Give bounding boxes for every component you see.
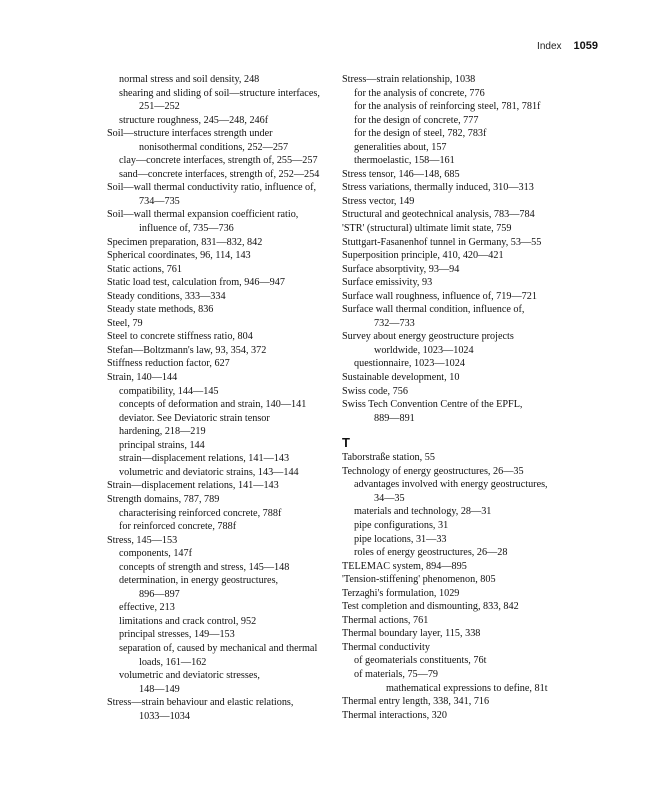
index-entry: advantages involved with energy geostructures, (354, 479, 548, 491)
index-entry: Steel, 79 (107, 317, 143, 329)
index-entry: structure roughness, 245—248, 246f (119, 114, 269, 126)
index-entry: Spherical coordinates, 96, 114, 143 (107, 250, 251, 262)
index-entry: Survey about energy geostructure projects (342, 331, 514, 343)
index-entry: Soil—wall thermal expansion coefficient ratio, (107, 209, 299, 221)
index-entry: volumetric and deviatoric strains, 143—144 (119, 466, 299, 478)
index-entry: Soil—structure interfaces strength under (107, 128, 273, 140)
index-entry: Soil—wall thermal conductivity ratio, influence of, (107, 182, 317, 194)
index-entry: Strength domains, 787, 789 (107, 493, 220, 505)
index-entry: sand—concrete interfaces, strength of, 252—254 (119, 168, 320, 180)
index-entry: clay—concrete interfaces, strength of, 255—257 (119, 155, 318, 167)
index-entry: limitations and crack control, 952 (119, 615, 257, 627)
index-entry: Strain—displacement relations, 141—143 (107, 480, 279, 492)
index-entry: concepts of strength and stress, 145—148 (119, 561, 290, 573)
index-entry: of geomaterials constituents, 76t (354, 655, 487, 667)
index-entry: Terzaghi's formulation, 1029 (342, 587, 460, 599)
index-entry: Steel to concrete stiffness ratio, 804 (107, 331, 253, 343)
index-entry: materials and technology, 28—31 (354, 506, 492, 518)
index-entry: Stefan—Boltzmann's law, 93, 354, 372 (107, 344, 267, 356)
index-entry: Surface wall thermal condition, influence of, (342, 304, 525, 316)
index-entry: for the design of concrete, 777 (354, 114, 479, 126)
index-entry: volumetric and deviatoric stresses, (119, 670, 260, 682)
index-entry: 734—735 (139, 195, 180, 207)
index-entry: Stress, 145—153 (107, 534, 178, 546)
index-column-right (342, 73, 587, 722)
index-entry: strain—displacement relations, 141—143 (119, 453, 290, 465)
index-entry: roles of energy geostructures, 26—28 (354, 547, 508, 559)
index-entry: Surface wall roughness, influence of, 719—721 (342, 290, 537, 302)
index-entry: shearing and sliding of soil—structure interfaces, (119, 87, 320, 99)
running-header (537, 40, 598, 52)
index-entry: Stress variations, thermally induced, 310—313 (342, 182, 534, 194)
index-entry: Steady conditions, 333—334 (107, 290, 226, 302)
index-entry: thermoelastic, 158—161 (354, 155, 455, 167)
index-entry: generalities about, 157 (354, 141, 447, 153)
index-entry: components, 147f (119, 548, 192, 560)
index-entry: Thermal interactions, 320 (342, 709, 447, 721)
index-entry: Superposition principle, 410, 420—421 (342, 250, 504, 262)
index-entry: mathematical expressions to define, 81t (386, 682, 548, 694)
index-entry: TELEMAC system, 894—895 (342, 560, 467, 572)
index-entry: Thermal entry length, 338, 341, 716 (342, 696, 490, 708)
index-entry: 34—35 (374, 492, 405, 504)
index-entry: Stuttgart-Fasanenhof tunnel in Germany, 53—55 (342, 236, 542, 248)
index-entry: for reinforced concrete, 788f (119, 521, 237, 533)
index-entry: 889—891 (374, 412, 415, 424)
index-entry: 732—733 (374, 317, 415, 329)
index-entry: Steady state methods, 836 (107, 304, 214, 316)
index-entry: loads, 161—162 (139, 656, 207, 668)
index-entry: separation of, caused by mechanical and thermal (119, 642, 318, 654)
index-entry: Static load test, calculation from, 946—947 (107, 277, 285, 289)
index-entry: of materials, 75—79 (354, 668, 439, 680)
index-column-left (107, 73, 352, 723)
index-entry: Surface absorptivity, 93—94 (342, 263, 460, 275)
index-entry: Surface emissivity, 93 (342, 277, 433, 289)
header-section-label: Index (537, 41, 562, 52)
index-entry: Swiss Tech Convention Centre of the EPFL, (342, 399, 523, 411)
index-entry: Stress tensor, 146—148, 685 (342, 168, 460, 180)
index-entry: 251—252 (139, 101, 180, 113)
index-entry: influence of, 735—736 (139, 223, 234, 235)
index-entry: deviator. See Deviatoric strain tensor (119, 412, 270, 424)
index-entry: compatibility, 144—145 (119, 385, 219, 397)
index-entry: 148—149 (139, 683, 180, 695)
index-entry: characterising reinforced concrete, 788f (119, 507, 282, 519)
index-entry: Test completion and dismounting, 833, 842 (342, 601, 519, 613)
index-entry: questionnaire, 1023—1024 (354, 358, 465, 370)
index-entry: principal stresses, 149—153 (119, 629, 235, 641)
index-entry: worldwide, 1023—1024 (374, 344, 474, 356)
index-entry: 'STR' (structural) ultimate limit state, 759 (342, 223, 512, 235)
index-entry: Stiffness reduction factor, 627 (107, 358, 230, 370)
index-entry: Specimen preparation, 831—832, 842 (107, 236, 263, 248)
index-entry: Stress vector, 149 (342, 195, 415, 207)
index-entry: nonisothermal conditions, 252—257 (139, 141, 289, 153)
index-entry: normal stress and soil density, 248 (119, 74, 260, 85)
index-entry: for the analysis of reinforcing steel, 781, 781f (354, 101, 541, 113)
index-entry: 'Tension-stiffening' phenomenon, 805 (342, 574, 496, 586)
index-entry: effective, 213 (119, 602, 175, 614)
index-entry: Structural and geotechnical analysis, 783—784 (342, 209, 535, 221)
index-entry: for the design of steel, 782, 783f (354, 128, 487, 140)
index-entry: 1033—1034 (139, 710, 190, 722)
index-entry: hardening, 218—219 (119, 426, 206, 438)
section-heading: T (342, 435, 350, 451)
index-entry: for the analysis of concrete, 776 (354, 87, 485, 99)
index-entry: Stress—strain relationship, 1038 (342, 74, 476, 85)
index-entry: Sustainable development, 10 (342, 372, 460, 384)
index-entry: determination, in energy geostructures, (119, 575, 279, 587)
index-entry: Technology of energy geostructures, 26—35 (342, 465, 524, 477)
index-entry: pipe locations, 31—33 (354, 533, 447, 545)
index-entry: Strain, 140—144 (107, 372, 178, 384)
index-entry: 896—897 (139, 588, 180, 600)
index-entry: Thermal boundary layer, 115, 338 (342, 628, 481, 640)
index-entry: Thermal conductivity (342, 641, 430, 653)
index-entry: concepts of deformation and strain, 140—141 (119, 399, 307, 411)
index-entry: principal strains, 144 (119, 439, 205, 451)
index-entry: Swiss code, 756 (342, 385, 408, 397)
page-number: 1059 (573, 40, 598, 52)
index-entry: Stress—strain behaviour and elastic relations, (107, 697, 294, 709)
index-entry: Taborstraße station, 55 (342, 452, 435, 464)
index-entry: pipe configurations, 31 (354, 519, 449, 531)
index-entry: Static actions, 761 (107, 263, 182, 275)
index-entry: Thermal actions, 761 (342, 614, 429, 626)
